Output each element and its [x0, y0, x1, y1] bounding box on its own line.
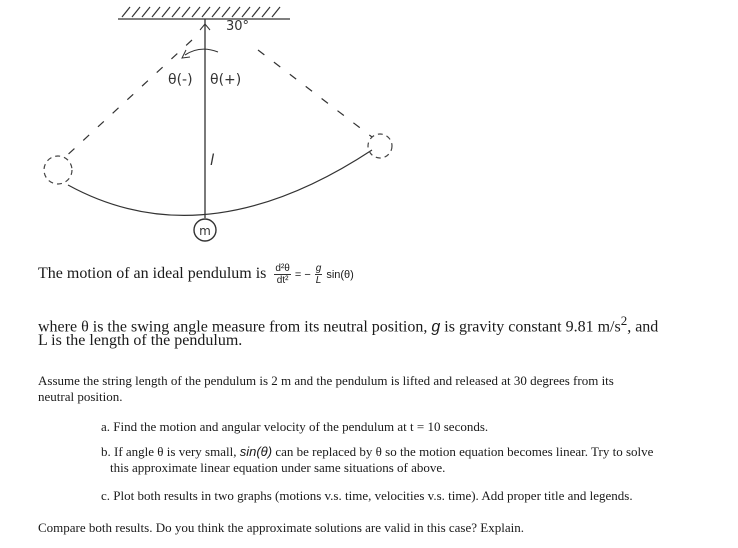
swing-arc [68, 150, 372, 215]
where-sup: 2 [620, 313, 628, 328]
compare-line: Compare both results. Do you think the approximate solutions are valid in this case? Explain. [38, 520, 524, 535]
eq-sin: sin(θ) [326, 269, 354, 282]
left-bob-ghost [44, 156, 72, 184]
where-text-c: , and [627, 318, 659, 336]
intro-text: The motion of an ideal pendulum is [38, 265, 267, 283]
task-b-sin: sin(θ) [239, 444, 273, 459]
mass-label: m [199, 224, 211, 238]
assume-line-2: neutral position. [38, 389, 123, 404]
left-extreme-dashed-line [62, 40, 192, 160]
task-b-text-b: can be replaced by θ so the motion equation becomes linear. Try to solve [275, 444, 654, 459]
theta-negative-label: θ(-) [168, 72, 193, 88]
where-g: g [431, 318, 441, 336]
theta-positive-label: θ(+) [210, 72, 242, 88]
right-bob-ghost [368, 134, 392, 158]
task-b-text-a: b. If angle θ is very small, [101, 444, 237, 459]
second-derivative-fraction [274, 263, 290, 286]
right-extreme-dashed-line [258, 50, 372, 137]
eq-g: g [315, 263, 322, 274]
task-b-line-2: this approximate linear equation under same situations of above. [110, 460, 446, 475]
eq-equals: = − [294, 269, 311, 282]
angle-arc-arrow [185, 49, 218, 55]
angle-label: 30° [226, 19, 250, 34]
pendulum-diagram [0, 0, 738, 250]
g-over-l-fraction [315, 263, 323, 286]
length-label: l [210, 151, 215, 169]
task-c: c. Plot both results in two graphs (motions v.s. time, velocities v.s. time). Add proper title and legends. [101, 488, 633, 503]
assume-line-1: Assume the string length of the pendulum is 2 m and the pendulum is lifted and released at 30 degrees from its [38, 373, 614, 388]
where-text-a: where θ is the swing angle measure from its neutral position, [38, 318, 428, 336]
where-text-b: is gravity constant 9.81 m/s [444, 318, 621, 336]
eq-numerator: d²θ [275, 263, 290, 274]
task-b-line-1 [101, 444, 653, 460]
intro-line [38, 263, 354, 286]
eq-denominator: dt² [276, 275, 289, 286]
eq-l: L [315, 275, 322, 286]
ceiling-hatch [118, 7, 290, 19]
task-a: a. Find the motion and angular velocity of the pendulum at t = 10 seconds. [101, 419, 489, 434]
where-line-2: L is the length of the pendulum. [38, 332, 243, 349]
